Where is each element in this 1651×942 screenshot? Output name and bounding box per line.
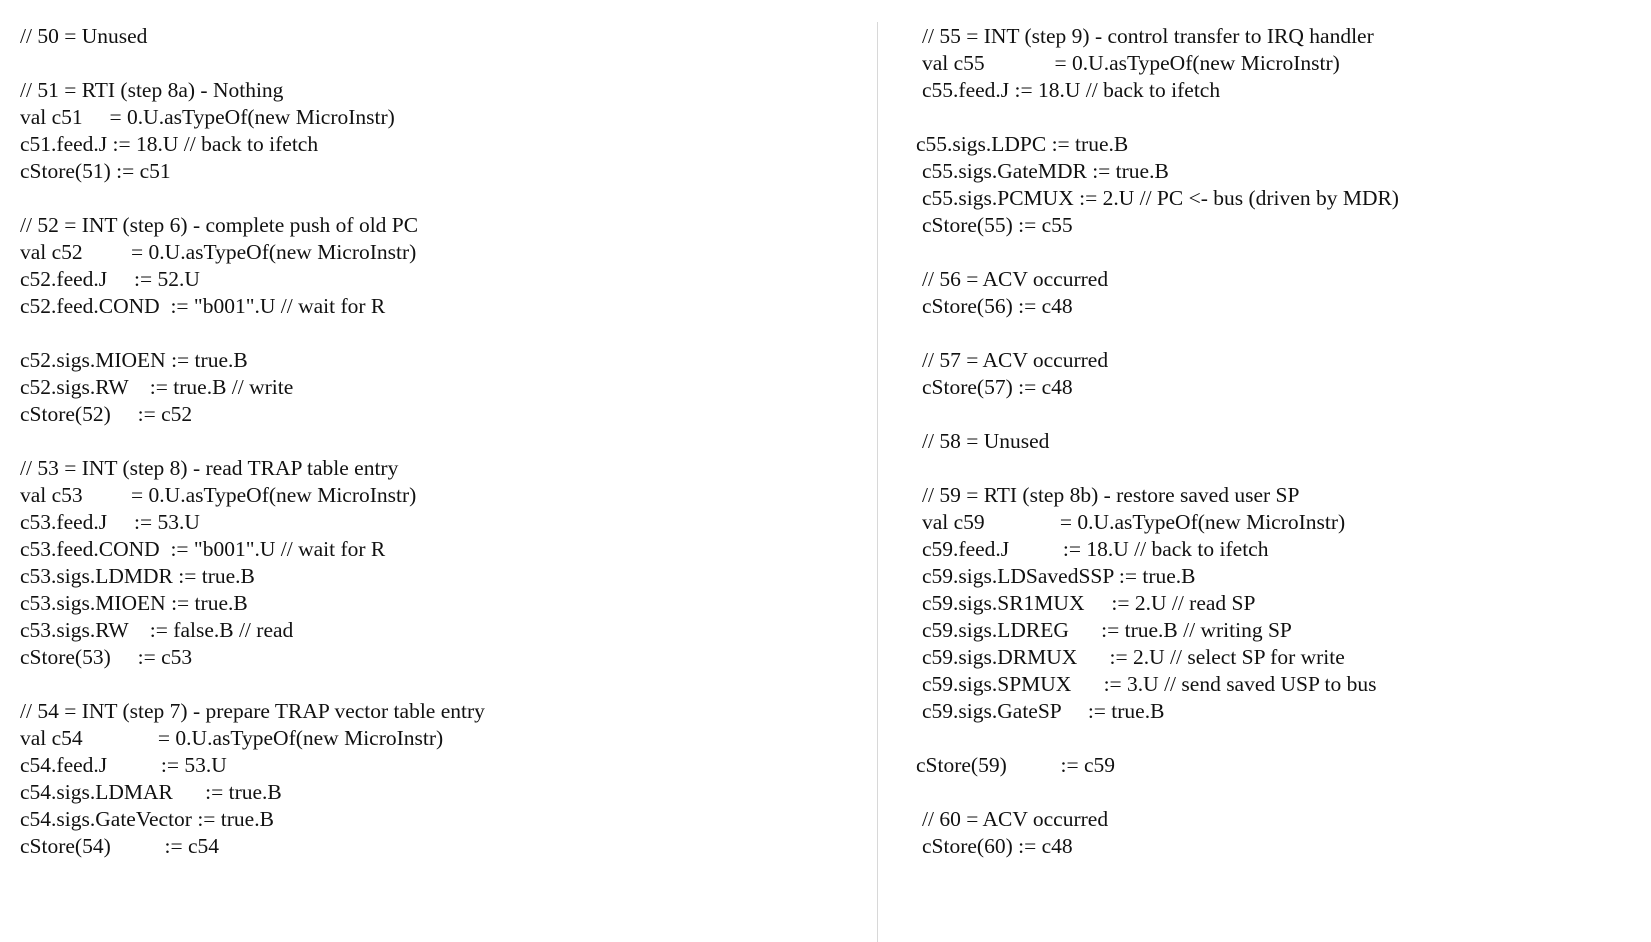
code-line: c52.sigs.RW := true.B // write xyxy=(20,375,294,399)
code-line: val c52 = 0.U.asTypeOf(new MicroInstr) xyxy=(20,240,417,264)
code-line: // 56 = ACV occurred xyxy=(922,267,1109,291)
code-line: c55.sigs.PCMUX := 2.U // PC <- bus (driven by MDR) xyxy=(922,186,1399,210)
code-line: c59.sigs.GateSP := true.B xyxy=(922,699,1165,723)
code-line: c59.sigs.SR1MUX := 2.U // read SP xyxy=(922,591,1256,615)
code-line: // 55 = INT (step 9) - control transfer to IRQ handler xyxy=(922,24,1374,48)
code-line: val c53 = 0.U.asTypeOf(new MicroInstr) xyxy=(20,483,417,507)
code-line: val c54 = 0.U.asTypeOf(new MicroInstr) xyxy=(20,726,444,750)
code-line: cStore(53) := c53 xyxy=(20,645,193,669)
code-line: c53.feed.J := 53.U xyxy=(20,510,200,534)
code-line: // 60 = ACV occurred xyxy=(922,807,1109,831)
code-line: // 53 = INT (step 8) - read TRAP table entry xyxy=(20,456,399,480)
code-line: // 59 = RTI (step 8b) - restore saved user SP xyxy=(922,483,1300,507)
code-line: // 58 = Unused xyxy=(922,429,1050,453)
code-line: cStore(54) := c54 xyxy=(20,834,220,858)
code-line: val c59 = 0.U.asTypeOf(new MicroInstr) xyxy=(922,510,1346,534)
code-line: c52.sigs.MIOEN := true.B xyxy=(20,348,248,372)
code-line: c59.sigs.LDSavedSSP := true.B xyxy=(922,564,1196,588)
code-line: cStore(52) := c52 xyxy=(20,402,193,426)
code-line: c59.feed.J := 18.U // back to ifetch xyxy=(922,537,1269,561)
code-line: c51.feed.J := 18.U // back to ifetch xyxy=(20,132,319,156)
code-line: c52.feed.J := 52.U xyxy=(20,267,200,291)
code-line: c55.sigs.LDPC := true.B xyxy=(916,132,1129,156)
code-line: cStore(59) := c59 xyxy=(916,753,1116,777)
code-line: // 51 = RTI (step 8a) - Nothing xyxy=(20,78,284,102)
code-line: cStore(57) := c48 xyxy=(922,375,1073,399)
code-line: c59.sigs.SPMUX := 3.U // send saved USP to bus xyxy=(922,672,1377,696)
code-line: c55.feed.J := 18.U // back to ifetch xyxy=(922,78,1221,102)
code-line: c54.sigs.LDMAR := true.B xyxy=(20,780,282,804)
code-line: cStore(55) := c55 xyxy=(922,213,1073,237)
code-line: c59.sigs.DRMUX := 2.U // select SP for write xyxy=(922,645,1345,669)
code-line: // 57 = ACV occurred xyxy=(922,348,1109,372)
code-line: c53.sigs.LDMDR := true.B xyxy=(20,564,255,588)
code-line: c53.sigs.MIOEN := true.B xyxy=(20,591,248,615)
code-line: c53.feed.COND := "b001".U // wait for R xyxy=(20,537,386,561)
code-line: // 50 = Unused xyxy=(20,24,148,48)
code-line: cStore(60) := c48 xyxy=(922,834,1073,858)
code-line: c54.feed.J := 53.U xyxy=(20,753,227,777)
code-line: cStore(51) := c51 xyxy=(20,159,171,183)
code-line: c59.sigs.LDREG := true.B // writing SP xyxy=(922,618,1292,642)
code-line: cStore(56) := c48 xyxy=(922,294,1073,318)
code-line: // 54 = INT (step 7) - prepare TRAP vector table entry xyxy=(20,699,485,723)
code-line: val c51 = 0.U.asTypeOf(new MicroInstr) xyxy=(20,105,395,129)
code-line: c52.feed.COND := "b001".U // wait for R xyxy=(20,294,386,318)
code-line: c55.sigs.GateMDR := true.B xyxy=(922,159,1169,183)
code-line: c54.sigs.GateVector := true.B xyxy=(20,807,274,831)
code-line: val c55 = 0.U.asTypeOf(new MicroInstr) xyxy=(922,51,1340,75)
code-line: // 52 = INT (step 6) - complete push of old PC xyxy=(20,213,419,237)
code-line: c53.sigs.RW := false.B // read xyxy=(20,618,294,642)
column-divider xyxy=(877,22,878,942)
